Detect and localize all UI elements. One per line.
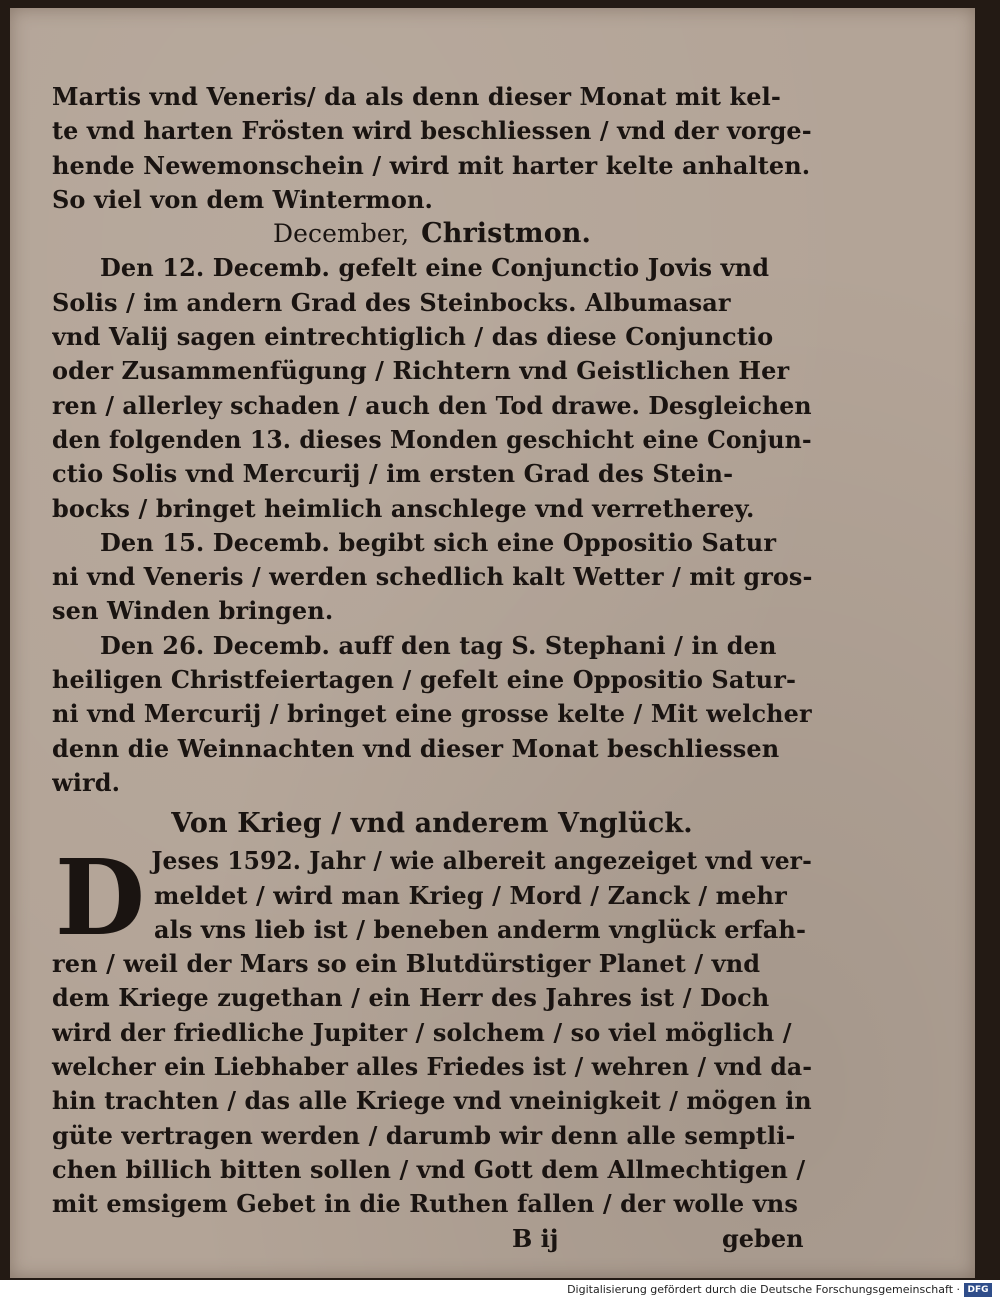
page-text bbox=[52, 80, 812, 1256]
paragraph-start: Den 26. Decemb. auff den tag S. Stephani / in den bbox=[100, 630, 777, 660]
text-line: als vns lieb ist / beneben anderm vnglück erfah- bbox=[154, 914, 807, 944]
text-line: bocks / bringet heimlich anschlege vnd verretherey. bbox=[52, 493, 755, 523]
text-line: heiligen Christfeiertagen / gefelt eine Oppositio Satur- bbox=[52, 665, 797, 695]
signature-mark: B ij bbox=[512, 1223, 559, 1253]
text-line: chen billich bitten sollen / vnd Gott dem Allmechtigen / bbox=[52, 1154, 806, 1184]
decorated-initial: D bbox=[54, 836, 146, 960]
initial-paragraph bbox=[52, 836, 812, 960]
dfg-logo[interactable]: DFG bbox=[964, 1283, 992, 1297]
text-line: Jeses 1592. Jahr / wie albereit angezeiget vnd ver- bbox=[151, 846, 812, 876]
month-heading-latin: December, bbox=[272, 219, 410, 249]
text-line: vnd Valij sagen eintrechtiglich / das diese Conjunctio bbox=[52, 322, 774, 352]
funding-credit: Digitalisierung gefördert durch die Deutsche Forschungsgemeinschaft · bbox=[567, 1283, 960, 1296]
page-footer-line bbox=[52, 1222, 812, 1256]
text-line: güte vertragen werden / darumb wir denn alle semptli- bbox=[52, 1120, 796, 1150]
text-line: mit emsigem Gebet in die Ruthen fallen / der wolle vns bbox=[52, 1189, 798, 1219]
text-line: sen Winden bringen. bbox=[52, 596, 334, 626]
text-line: ni vnd Veneris / werden schedlich kalt Wetter / mit gros- bbox=[52, 562, 813, 592]
text-line: So viel von dem Wintermon. bbox=[52, 184, 433, 214]
text-line: ren / weil der Mars so ein Blutdürstiger Planet / vnd bbox=[52, 949, 761, 979]
text-line: wird. bbox=[52, 767, 121, 797]
text-line: oder Zusammenfügung / Richtern vnd Geistlichen Her bbox=[52, 356, 790, 386]
text-line: dem Kriege zugethan / ein Herr des Jahres ist / Doch bbox=[52, 983, 770, 1013]
paragraph-start: Den 15. Decemb. begibt sich eine Oppositio Satur bbox=[100, 527, 777, 557]
text-line: hin trachten / das alle Kriege vnd vneinigkeit / mögen in bbox=[52, 1086, 812, 1116]
text-line: welcher ein Liebhaber alles Friedes ist / wehren / vnd da- bbox=[52, 1052, 813, 1082]
text-line: wird der friedliche Jupiter / solchem / so viel möglich / bbox=[52, 1017, 792, 1047]
month-heading-fraktur: Christmon. bbox=[421, 218, 592, 250]
text-line: Solis / im andern Grad des Steinbocks. Albumasar bbox=[52, 287, 731, 317]
paragraph-start: Den 12. Decemb. gefelt eine Conjunctio Jovis vnd bbox=[100, 253, 770, 283]
text-line: ctio Solis vnd Mercurij / im ersten Grad des Stein- bbox=[52, 459, 734, 489]
text-line: Martis vnd Veneris/ da als denn dieser Monat mit kel- bbox=[52, 82, 781, 111]
text-line: den folgenden 13. dieses Monden geschicht eine Conjun- bbox=[52, 424, 812, 454]
text-line: denn die Weinnachten vnd dieser Monat beschliessen bbox=[52, 733, 780, 763]
text-line: ren / allerley schaden / auch den Tod drawe. Desgleichen bbox=[52, 390, 812, 420]
text-line: meldet / wird man Krieg / Mord / Zanck / mehr bbox=[154, 880, 787, 910]
section-heading: Von Krieg / vnd anderem Vnglück. bbox=[171, 808, 693, 840]
text-line: ni vnd Mercurij / bringet eine grosse kelte / Mit welcher bbox=[52, 699, 812, 729]
catchword: geben bbox=[722, 1223, 804, 1253]
text-line: hende Newemonschein / wird mit harter kelte anhalten. bbox=[52, 150, 811, 180]
book-page bbox=[10, 8, 975, 1278]
month-heading bbox=[52, 217, 812, 251]
text-line: te vnd harten Frösten wird beschliessen / vnd der vorge- bbox=[52, 116, 812, 146]
